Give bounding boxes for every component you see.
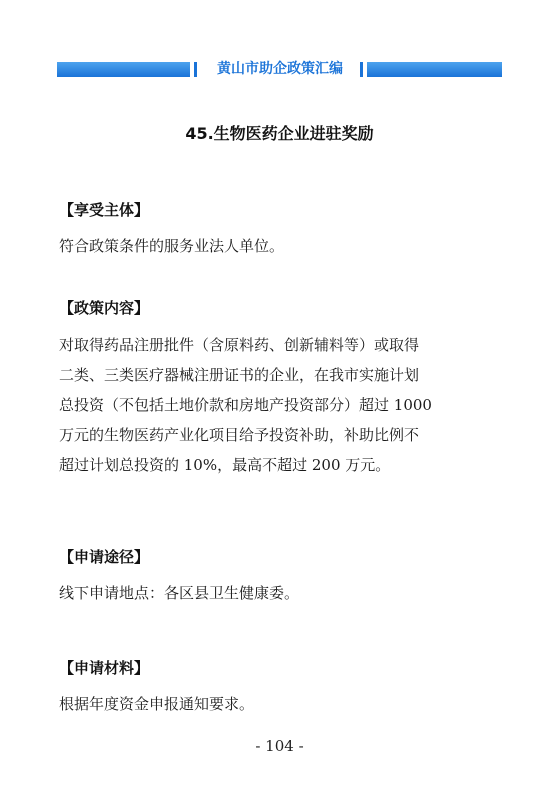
section-heading-application-materials: 【申请材料】 [59,659,150,677]
body-line: 总投资（不包括土地价款和房地产投资部分）超过 1000 [59,396,432,414]
header-band-right-bar [367,62,502,77]
section-body-application-channel [59,578,503,608]
header-divider-left [194,62,197,77]
body-line: 根据年度资金申报通知要求。 [59,695,255,713]
body-line: 线下申请地点：各区县卫生健康委。 [59,584,300,602]
body-line: 对取得药品注册批件（含原料药、创新辅料等）或取得 [59,336,420,354]
section-heading-application-channel: 【申请途径】 [59,548,150,566]
section-body-application-materials [59,689,503,719]
page-number: - 104 - [255,737,304,755]
header-title: 黄山市助企政策汇编 [217,61,343,77]
header-band-left-bar [57,62,190,77]
header-divider-right [360,62,363,77]
section-heading-policy-content: 【政策内容】 [59,299,150,317]
section-body-eligible-entity [59,231,503,261]
body-line: 二类、三类医疗器械注册证书的企业，在我市实施计划 [59,366,420,384]
page-title: 45.生物医药企业进驻奖励 [185,124,374,143]
section-body-policy-content [59,330,503,480]
body-line: 万元的生物医药产业化项目给予投资补助，补助比例不 [59,426,420,444]
section-heading-eligible-entity: 【享受主体】 [59,201,150,219]
body-line: 超过计划总投资的 10%，最高不超过 200 万元。 [59,456,391,474]
header-band [57,62,502,77]
body-line: 符合政策条件的服务业法人单位。 [59,237,285,255]
